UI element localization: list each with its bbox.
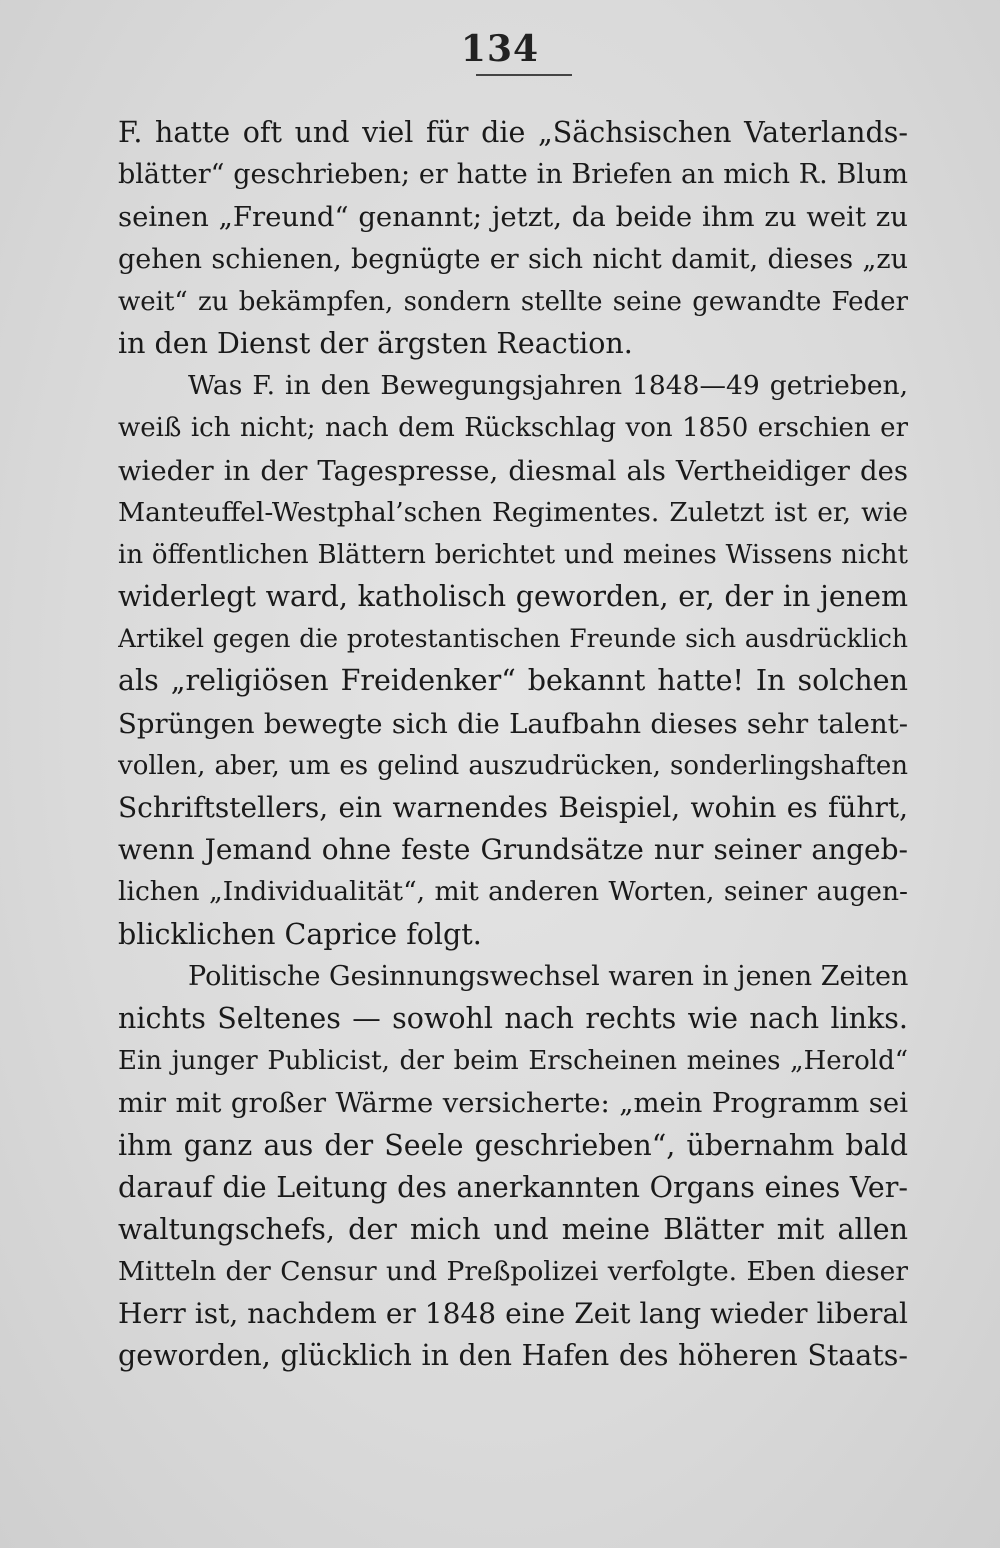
text-line: vollen, aber, um es gelind auszudrücken, sonderlingshaften xyxy=(118,750,908,781)
text-line: seinen „Freund“ genannt; jetzt, da beide ihm zu weit zu xyxy=(118,201,908,234)
page-number: 134 xyxy=(460,28,540,70)
text-line: widerlegt ward, katholisch geworden, er, der in jenem xyxy=(118,580,908,614)
text-line: Manteuffel-Westphal’schen Regimentes. Zuletzt ist er, wie xyxy=(118,496,908,528)
text-line: Was F. in den Bewegungsjahren 1848—49 getrieben, xyxy=(188,370,908,402)
text-line: weit“ zu bekämpfen, sondern stellte seine gewandte Feder xyxy=(118,286,908,317)
text-line: wenn Jemand ohne feste Grundsätze nur seiner angeb- xyxy=(118,833,908,867)
text-line: Herr ist, nachdem er 1848 eine Zeit lang wieder liberal xyxy=(118,1297,908,1331)
text-line: geworden, glücklich in den Hafen des höheren Staats- xyxy=(118,1339,908,1373)
text-line: Mitteln der Censur und Preßpolizei verfolgte. Eben dieser xyxy=(118,1256,908,1288)
body-text xyxy=(118,112,908,1378)
text-line: lichen „Individualität“, mit anderen Worten, seiner augen- xyxy=(118,876,908,908)
text-line: weiß ich nicht; nach dem Rückschlag von 1850 erschien er xyxy=(118,413,908,444)
text-line: Schriftstellers, ein warnendes Beispiel, wohin es führt, xyxy=(118,791,908,824)
text-line: darauf die Leitung des anerkannten Organs eines Ver- xyxy=(118,1170,908,1204)
text-line: blätter“ geschrieben; er hatte in Briefen an mich R. Blum xyxy=(118,159,908,191)
text-line: waltungschefs, der mich und meine Blätter mit allen xyxy=(118,1212,908,1246)
text-line: nichts Seltenes — sowohl nach rechts wie nach links. xyxy=(118,1001,908,1035)
header-rule xyxy=(476,74,572,76)
text-line: Sprüngen bewegte sich die Laufbahn dieses sehr talent- xyxy=(118,707,908,740)
text-line: Politische Gesinnungswechsel waren in jenen Zeiten xyxy=(188,960,908,992)
text-line: als „religiösen Freidenker“ bekannt hatte! In solchen xyxy=(118,664,908,698)
text-line: wieder in der Tagespresse, diesmal als Vertheidiger des xyxy=(118,454,908,487)
text-line: in den Dienst der ärgsten Reaction. xyxy=(118,326,633,360)
text-line: F. hatte oft und viel für die „Sächsischen Vaterlands- xyxy=(118,116,908,149)
text-line: ihm ganz aus der Seele geschrieben“, übernahm bald xyxy=(118,1128,908,1162)
text-line: Ein junger Publicist, der beim Erscheinen meines „Herold“ xyxy=(118,1046,908,1077)
text-line: mir mit großer Wärme versicherte: „mein Programm sei xyxy=(118,1087,908,1120)
text-line: blicklichen Caprice folgt. xyxy=(118,917,482,951)
text-line: in öffentlichen Blättern berichtet und meines Wissens nicht xyxy=(118,539,908,570)
text-line: gehen schienen, begnügte er sich nicht damit, dieses „zu xyxy=(118,243,908,275)
text-line: Artikel gegen die protestantischen Freunde sich ausdrücklich xyxy=(118,624,908,654)
